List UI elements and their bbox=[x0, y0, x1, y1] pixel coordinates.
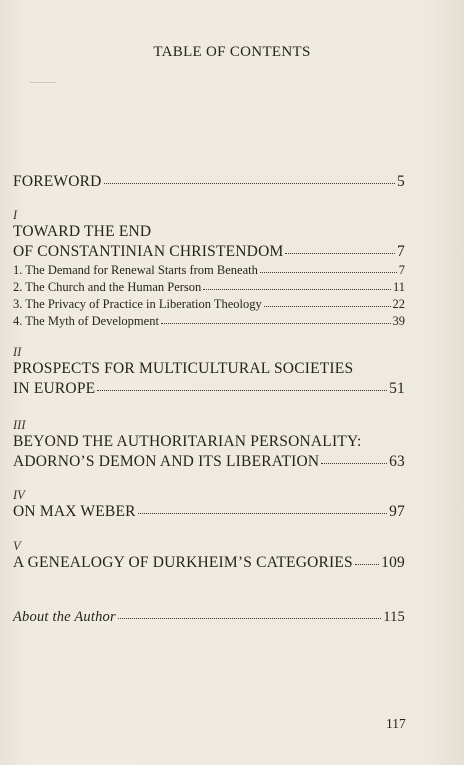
entry-page: 51 bbox=[389, 380, 405, 397]
part-heading-line: A GENEALOGY OF DURKHEIM’S CATEGORIES bbox=[13, 554, 353, 571]
toc-part-4 bbox=[13, 488, 405, 522]
part-heading-line: ADORNO’S DEMON AND ITS LIBERATION bbox=[13, 453, 320, 470]
page-number: 117 bbox=[386, 716, 406, 731]
dot-leader bbox=[138, 512, 387, 514]
toc-part-2 bbox=[13, 345, 405, 399]
entry-page: 7 bbox=[397, 243, 405, 260]
part-numeral: I bbox=[13, 208, 18, 222]
chapter-label: 2. The Church and the Human Person bbox=[13, 280, 202, 294]
toc-entry-about bbox=[13, 607, 405, 627]
chapter-label: 3. The Privacy of Practice in Liberation Theology bbox=[13, 297, 262, 311]
entry-page: 115 bbox=[383, 609, 405, 625]
dot-leader bbox=[321, 462, 387, 464]
dot-leader bbox=[104, 182, 395, 184]
toc-part-1 bbox=[13, 208, 405, 330]
dot-leader bbox=[260, 271, 397, 273]
part-heading-line: TOWARD THE END bbox=[13, 223, 152, 240]
entry-page: 97 bbox=[389, 503, 405, 520]
part-numeral: IV bbox=[13, 488, 25, 502]
chapter-entry bbox=[13, 296, 405, 313]
toc-entry-foreword bbox=[13, 172, 405, 192]
part-heading-line: PROSPECTS FOR MULTICULTURAL SOCIETIES bbox=[13, 360, 354, 377]
part-heading-line: OF CONSTANTINIAN CHRISTENDOM bbox=[13, 243, 284, 260]
toc-part-3 bbox=[13, 418, 405, 472]
dot-leader bbox=[161, 322, 391, 324]
chapter-page: 11 bbox=[392, 280, 405, 294]
dot-leader bbox=[264, 305, 391, 307]
entry-label: FOREWORD bbox=[13, 173, 102, 190]
part-numeral: III bbox=[13, 418, 26, 432]
chapter-label: 4. The Myth of Development bbox=[13, 314, 159, 328]
part-numeral: II bbox=[13, 345, 22, 359]
dot-leader bbox=[97, 389, 387, 391]
chapter-entry bbox=[13, 279, 405, 296]
chapter-entry bbox=[13, 313, 405, 330]
part-heading-line: BEYOND THE AUTHORITARIAN PERSONALITY: bbox=[13, 433, 362, 450]
chapter-page: 7 bbox=[398, 263, 405, 277]
page-title: TABLE OF CONTENTS bbox=[153, 44, 311, 60]
entry-label: About the Author bbox=[13, 609, 116, 625]
entry-page: 5 bbox=[397, 173, 405, 190]
part-heading-line: ON MAX WEBER bbox=[13, 503, 136, 520]
chapter-label: 1. The Demand for Renewal Starts from Beneath bbox=[13, 263, 258, 277]
entry-page: 63 bbox=[389, 453, 405, 470]
part-numeral: V bbox=[13, 539, 21, 553]
chapter-page: 22 bbox=[392, 297, 405, 311]
chapter-entry bbox=[13, 262, 405, 279]
chapter-page: 39 bbox=[392, 314, 405, 328]
toc-part-5 bbox=[13, 539, 405, 573]
dot-leader bbox=[285, 252, 395, 254]
part-heading-line: IN EUROPE bbox=[13, 380, 96, 397]
dot-leader bbox=[118, 617, 381, 619]
ghost-mark bbox=[30, 82, 56, 83]
dot-leader bbox=[355, 563, 379, 565]
entry-page: 109 bbox=[381, 554, 405, 571]
dot-leader bbox=[203, 288, 391, 290]
